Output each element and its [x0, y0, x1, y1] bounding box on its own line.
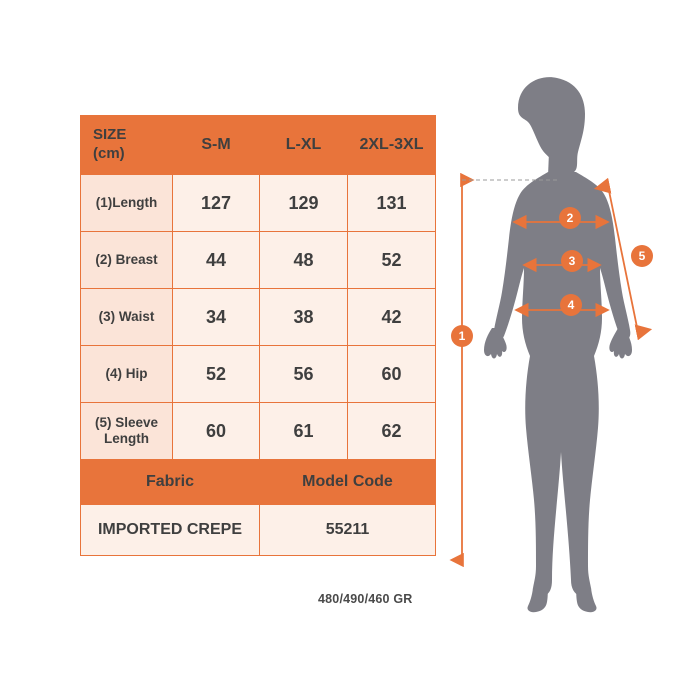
row-label-breast: (2) Breast [81, 232, 173, 289]
row-label-sleeve-length: (5) Sleeve Length [81, 403, 173, 460]
badge-sleeve: 5 [631, 245, 653, 267]
table-header-row [81, 116, 436, 175]
fabric-value: IMPORTED CREPE [81, 505, 260, 556]
badge-length: 1 [451, 325, 473, 347]
badge-breast: 2 [559, 207, 581, 229]
table-row [81, 289, 436, 346]
cell-hip-lxl: 56 [260, 346, 348, 403]
table-row [81, 403, 436, 460]
cell-sleeve-sm: 60 [173, 403, 260, 460]
cell-hip-sm: 52 [173, 346, 260, 403]
cell-waist-lxl: 38 [260, 289, 348, 346]
row-label-hip: (4) Hip [81, 346, 173, 403]
cell-length-sm: 127 [173, 175, 260, 232]
fabric-header-row [81, 460, 436, 505]
cell-waist-2xl3xl: 42 [348, 289, 436, 346]
header-size-line1: SIZE [93, 126, 127, 144]
header-col-lxl: L-XL [260, 116, 348, 175]
garment-weight-note: 480/490/460 GR [318, 592, 413, 606]
model-code-header-label: Model Code [260, 460, 436, 505]
cell-breast-lxl: 48 [260, 232, 348, 289]
header-size-line2: (cm) [93, 145, 125, 162]
cell-length-lxl: 129 [260, 175, 348, 232]
cell-breast-sm: 44 [173, 232, 260, 289]
fabric-header-label: Fabric [81, 460, 260, 505]
size-table [80, 115, 436, 556]
table-row [81, 346, 436, 403]
row-label-waist: (3) Waist [81, 289, 173, 346]
table-row [81, 175, 436, 232]
size-table-container [80, 115, 435, 556]
header-col-2xl3xl: 2XL-3XL [348, 116, 436, 175]
table-row [81, 232, 436, 289]
model-code-value: 55211 [260, 505, 436, 556]
header-col-sm: S-M [173, 116, 260, 175]
row-label-length: (1)Length [81, 175, 173, 232]
cell-sleeve-lxl: 61 [260, 403, 348, 460]
cell-breast-2xl3xl: 52 [348, 232, 436, 289]
fabric-value-row [81, 505, 436, 556]
header-size-label [81, 116, 173, 175]
measurement-figure [440, 60, 680, 620]
cell-sleeve-2xl3xl: 62 [348, 403, 436, 460]
badge-hip: 4 [560, 294, 582, 316]
cell-waist-sm: 34 [173, 289, 260, 346]
cell-length-2xl3xl: 131 [348, 175, 436, 232]
badge-waist: 3 [561, 250, 583, 272]
cell-hip-2xl3xl: 60 [348, 346, 436, 403]
female-silhouette-icon [484, 77, 632, 612]
